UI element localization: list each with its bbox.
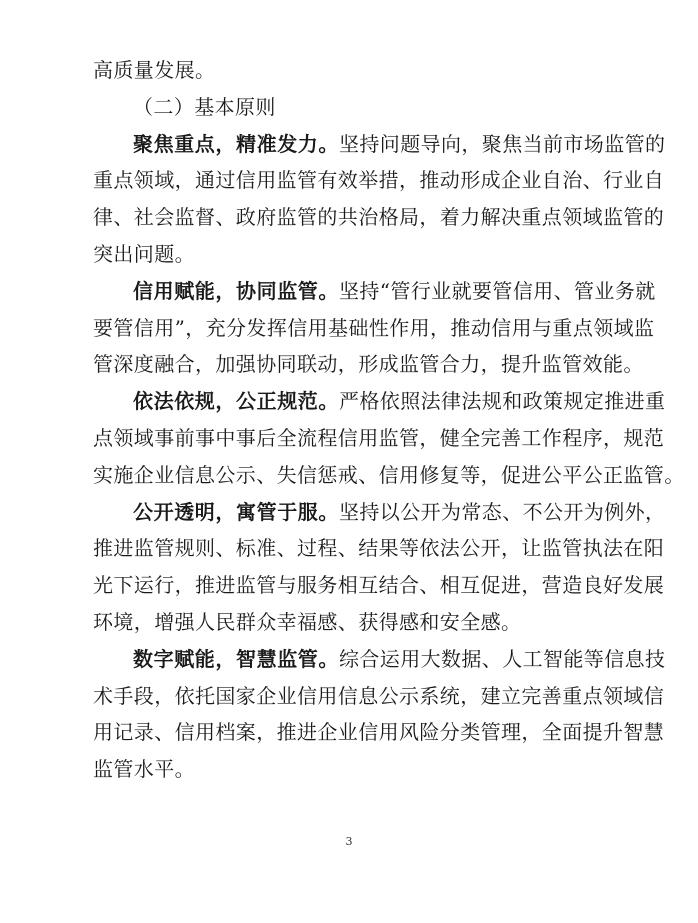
page-number: 3 [345, 835, 353, 848]
principle-text: 推进监管规则、标准、过程、结果等依法公开，让监管执法在阳 [93, 536, 665, 561]
principle-text: 要管信用”，充分发挥信用基础性作用，推动信用与重点领域监 [93, 315, 655, 340]
section-heading-text: （二）基本原则 [133, 94, 276, 119]
principle-paragraph-4 [93, 494, 666, 641]
principle-title: 公开透明，寓管于服。 [133, 499, 339, 524]
principle-paragraph-1 [93, 126, 666, 273]
principle-text: 重点领域，通过信用监管有效举措，推动形成企业自治、行业自 [93, 168, 665, 193]
principle-text: 点领域事前事中事后全流程信用监管，健全完善工作程序，规范 [93, 425, 665, 450]
principle-text: 律、社会监督、政府监管的共治格局，着力解决重点领域监管的 [93, 205, 665, 230]
principle-paragraph-3 [93, 383, 685, 493]
principle-text: 严格依照法律法规和政策规定推进重 [339, 389, 666, 414]
principle-text: 用记录、信用档案，推进企业信用风险分类管理，全面提升智慧 [93, 720, 665, 745]
principle-text: 突出问题。 [93, 241, 195, 266]
principle-paragraph-5 [93, 641, 666, 788]
section-heading [93, 89, 608, 126]
principle-text: 术手段，依托国家企业信用信息公示系统，建立完善重点领域信 [93, 683, 665, 708]
principle-text: 坚持问题导向，聚焦当前市场监管的 [339, 131, 666, 156]
principle-text: 环境，增强人民群众幸福感、获得感和安全感。 [93, 609, 522, 634]
principle-text: 综合运用大数据、人工智能等信息技 [339, 646, 666, 671]
principle-title: 信用赋能，协同监管。 [133, 278, 339, 303]
principle-text: 坚持“管行业就要管信用、管业务就 [339, 278, 656, 303]
principle-title: 依法依规，公正规范。 [133, 389, 339, 414]
principle-title: 聚焦重点，精准发力。 [133, 131, 339, 156]
continuation-line [93, 52, 608, 89]
continuation-text: 高质量发展。 [93, 58, 216, 82]
principle-text: 监管水平。 [93, 757, 195, 782]
principle-title: 数字赋能，智慧监管。 [133, 646, 339, 671]
principle-text: 坚持以公开为常态、不公开为例外， [339, 499, 666, 524]
principle-paragraph-2 [93, 273, 656, 383]
principle-text: 实施企业信息公示、失信惩戒、信用修复等，促进公平公正监管。 [93, 462, 685, 487]
body-text [93, 52, 685, 788]
principle-text: 管深度融合，加强协同联动，形成监管合力，提升监管效能。 [93, 352, 644, 377]
principle-text: 光下运行，推进监管与服务相互结合、相互促进，营造良好发展 [93, 573, 665, 598]
